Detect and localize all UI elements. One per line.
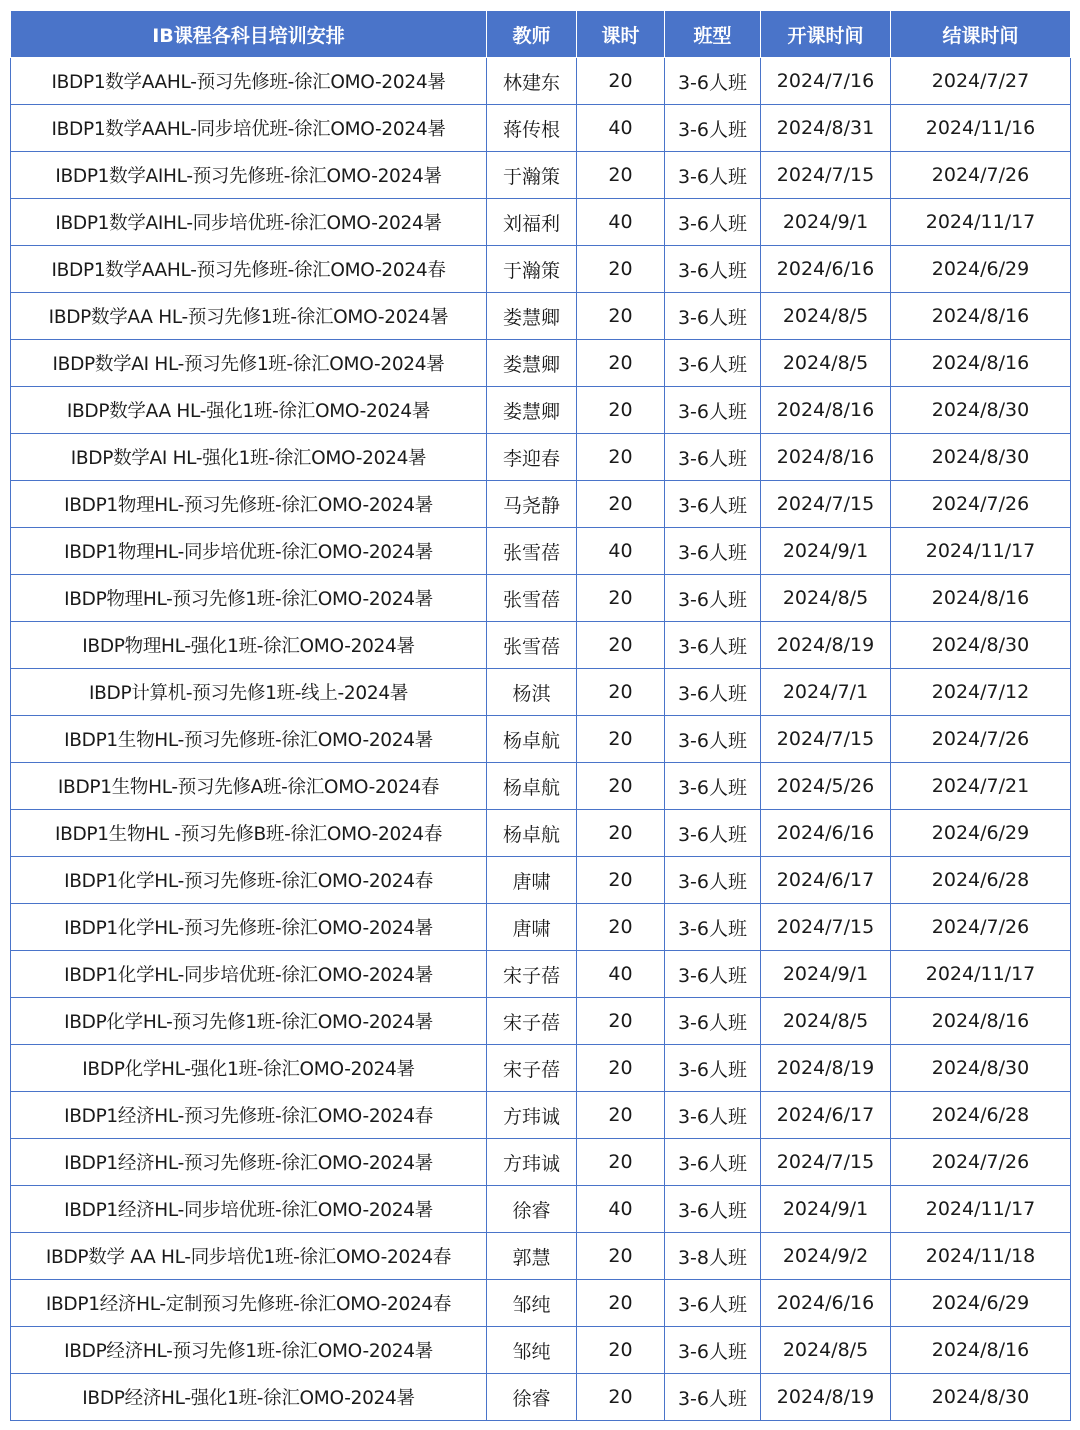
end-date-cell: 2024/6/28: [891, 1092, 1071, 1139]
end-date-cell: 2024/8/16: [891, 340, 1071, 387]
teacher-cell: 于瀚策: [487, 246, 577, 293]
course-name-cell: IBDP1数学AIHL-同步培优班-徐汇OMO-2024暑: [11, 199, 487, 246]
start-date-cell: 2024/7/15: [761, 904, 891, 951]
class-type-cell: 3-6人班: [665, 434, 761, 481]
class-type-cell: 3-6人班: [665, 810, 761, 857]
start-date-cell: 2024/9/1: [761, 199, 891, 246]
end-date-cell: 2024/7/26: [891, 904, 1071, 951]
hours-cell: 40: [577, 199, 665, 246]
hours-cell: 20: [577, 669, 665, 716]
start-date-cell: 2024/9/1: [761, 528, 891, 575]
start-date-cell: 2024/8/5: [761, 998, 891, 1045]
start-date-cell: 2024/7/15: [761, 481, 891, 528]
course-name-cell: IBDP1物理HL-预习先修班-徐汇OMO-2024暑: [11, 481, 487, 528]
class-type-cell: 3-6人班: [665, 1280, 761, 1327]
hours-cell: 40: [577, 528, 665, 575]
hours-cell: 20: [577, 716, 665, 763]
header-end-date: 结课时间: [891, 11, 1071, 58]
ib-course-schedule-table: [10, 10, 1071, 1421]
table-body: [11, 58, 1071, 1421]
header-class-type: 班型: [665, 11, 761, 58]
table-row: [11, 481, 1071, 528]
teacher-cell: 唐啸: [487, 857, 577, 904]
hours-cell: 20: [577, 387, 665, 434]
teacher-cell: 郭慧: [487, 1233, 577, 1280]
start-date-cell: 2024/5/26: [761, 763, 891, 810]
table-row: [11, 293, 1071, 340]
teacher-cell: 徐睿: [487, 1186, 577, 1233]
table-row: [11, 1045, 1071, 1092]
class-type-cell: 3-6人班: [665, 152, 761, 199]
teacher-cell: 刘福利: [487, 199, 577, 246]
course-name-cell: IBDP经济HL-预习先修1班-徐汇OMO-2024暑: [11, 1327, 487, 1374]
start-date-cell: 2024/8/19: [761, 622, 891, 669]
teacher-cell: 林建东: [487, 58, 577, 105]
start-date-cell: 2024/8/16: [761, 434, 891, 481]
table-row: [11, 246, 1071, 293]
table-row: [11, 810, 1071, 857]
class-type-cell: 3-6人班: [665, 1186, 761, 1233]
table-row: [11, 575, 1071, 622]
end-date-cell: 2024/11/17: [891, 1186, 1071, 1233]
start-date-cell: 2024/6/17: [761, 857, 891, 904]
hours-cell: 40: [577, 951, 665, 998]
table-row: [11, 199, 1071, 246]
hours-cell: 20: [577, 575, 665, 622]
hours-cell: 20: [577, 340, 665, 387]
teacher-cell: 杨卓航: [487, 716, 577, 763]
course-name-cell: IBDP数学AA HL-强化1班-徐汇OMO-2024暑: [11, 387, 487, 434]
teacher-cell: 张雪蓓: [487, 575, 577, 622]
class-type-cell: 3-8人班: [665, 1233, 761, 1280]
end-date-cell: 2024/11/17: [891, 951, 1071, 998]
start-date-cell: 2024/9/2: [761, 1233, 891, 1280]
course-name-cell: IBDP1数学AAHL-预习先修班-徐汇OMO-2024暑: [11, 58, 487, 105]
table-row: [11, 152, 1071, 199]
class-type-cell: 3-6人班: [665, 105, 761, 152]
hours-cell: 20: [577, 152, 665, 199]
teacher-cell: 娄慧卿: [487, 387, 577, 434]
hours-cell: 40: [577, 105, 665, 152]
teacher-cell: 方玮诚: [487, 1139, 577, 1186]
end-date-cell: 2024/8/30: [891, 622, 1071, 669]
class-type-cell: 3-6人班: [665, 1374, 761, 1421]
class-type-cell: 3-6人班: [665, 857, 761, 904]
table-row: [11, 340, 1071, 387]
hours-cell: 20: [577, 481, 665, 528]
hours-cell: 20: [577, 1139, 665, 1186]
start-date-cell: 2024/7/16: [761, 58, 891, 105]
class-type-cell: 3-6人班: [665, 1327, 761, 1374]
hours-cell: 20: [577, 810, 665, 857]
hours-cell: 20: [577, 58, 665, 105]
class-type-cell: 3-6人班: [665, 904, 761, 951]
course-name-cell: IBDP数学AI HL-强化1班-徐汇OMO-2024暑: [11, 434, 487, 481]
course-name-cell: IBDP化学HL-强化1班-徐汇OMO-2024暑: [11, 1045, 487, 1092]
end-date-cell: 2024/8/16: [891, 575, 1071, 622]
start-date-cell: 2024/8/5: [761, 293, 891, 340]
class-type-cell: 3-6人班: [665, 387, 761, 434]
hours-cell: 20: [577, 246, 665, 293]
class-type-cell: 3-6人班: [665, 951, 761, 998]
hours-cell: 40: [577, 1186, 665, 1233]
end-date-cell: 2024/8/30: [891, 387, 1071, 434]
course-name-cell: IBDP1生物HL-预习先修班-徐汇OMO-2024暑: [11, 716, 487, 763]
course-name-cell: IBDP1化学HL-预习先修班-徐汇OMO-2024春: [11, 857, 487, 904]
start-date-cell: 2024/8/31: [761, 105, 891, 152]
table-row: [11, 1139, 1071, 1186]
header-start-date: 开课时间: [761, 11, 891, 58]
end-date-cell: 2024/11/18: [891, 1233, 1071, 1280]
class-type-cell: 3-6人班: [665, 199, 761, 246]
start-date-cell: 2024/8/5: [761, 340, 891, 387]
course-name-cell: IBDP经济HL-强化1班-徐汇OMO-2024暑: [11, 1374, 487, 1421]
hours-cell: 20: [577, 763, 665, 810]
hours-cell: 20: [577, 434, 665, 481]
end-date-cell: 2024/8/16: [891, 293, 1071, 340]
start-date-cell: 2024/8/19: [761, 1045, 891, 1092]
table-row: [11, 998, 1071, 1045]
table-row: [11, 763, 1071, 810]
teacher-cell: 李迎春: [487, 434, 577, 481]
table-row: [11, 857, 1071, 904]
table-header-row: [11, 11, 1071, 58]
class-type-cell: 3-6人班: [665, 669, 761, 716]
hours-cell: 20: [577, 1327, 665, 1374]
start-date-cell: 2024/9/1: [761, 1186, 891, 1233]
end-date-cell: 2024/7/26: [891, 716, 1071, 763]
hours-cell: 20: [577, 1045, 665, 1092]
teacher-cell: 娄慧卿: [487, 293, 577, 340]
table-row: [11, 669, 1071, 716]
end-date-cell: 2024/8/16: [891, 998, 1071, 1045]
start-date-cell: 2024/8/5: [761, 1327, 891, 1374]
teacher-cell: 宋子蓓: [487, 998, 577, 1045]
end-date-cell: 2024/8/30: [891, 434, 1071, 481]
start-date-cell: 2024/8/16: [761, 387, 891, 434]
class-type-cell: 3-6人班: [665, 528, 761, 575]
class-type-cell: 3-6人班: [665, 1139, 761, 1186]
start-date-cell: 2024/6/16: [761, 1280, 891, 1327]
end-date-cell: 2024/6/29: [891, 1280, 1071, 1327]
course-name-cell: IBDP计算机-预习先修1班-线上-2024暑: [11, 669, 487, 716]
class-type-cell: 3-6人班: [665, 340, 761, 387]
teacher-cell: 于瀚策: [487, 152, 577, 199]
class-type-cell: 3-6人班: [665, 293, 761, 340]
end-date-cell: 2024/7/26: [891, 481, 1071, 528]
class-type-cell: 3-6人班: [665, 622, 761, 669]
end-date-cell: 2024/7/27: [891, 58, 1071, 105]
class-type-cell: 3-6人班: [665, 481, 761, 528]
table-row: [11, 1233, 1071, 1280]
end-date-cell: 2024/11/17: [891, 199, 1071, 246]
start-date-cell: 2024/6/17: [761, 1092, 891, 1139]
teacher-cell: 邹纯: [487, 1327, 577, 1374]
teacher-cell: 宋子蓓: [487, 951, 577, 998]
end-date-cell: 2024/8/30: [891, 1374, 1071, 1421]
course-name-cell: IBDP化学HL-预习先修1班-徐汇OMO-2024暑: [11, 998, 487, 1045]
class-type-cell: 3-6人班: [665, 998, 761, 1045]
teacher-cell: 邹纯: [487, 1280, 577, 1327]
header-teacher: 教师: [487, 11, 577, 58]
class-type-cell: 3-6人班: [665, 1045, 761, 1092]
class-type-cell: 3-6人班: [665, 716, 761, 763]
teacher-cell: 方玮诚: [487, 1092, 577, 1139]
start-date-cell: 2024/7/1: [761, 669, 891, 716]
header-hours: 课时: [577, 11, 665, 58]
course-name-cell: IBDP物理HL-预习先修1班-徐汇OMO-2024暑: [11, 575, 487, 622]
end-date-cell: 2024/7/12: [891, 669, 1071, 716]
class-type-cell: 3-6人班: [665, 763, 761, 810]
hours-cell: 20: [577, 1233, 665, 1280]
table-row: [11, 622, 1071, 669]
course-name-cell: IBDP1化学HL-同步培优班-徐汇OMO-2024暑: [11, 951, 487, 998]
course-name-cell: IBDP1经济HL-预习先修班-徐汇OMO-2024暑: [11, 1139, 487, 1186]
course-name-cell: IBDP数学AI HL-预习先修1班-徐汇OMO-2024暑: [11, 340, 487, 387]
teacher-cell: 张雪蓓: [487, 622, 577, 669]
course-name-cell: IBDP数学AA HL-预习先修1班-徐汇OMO-2024暑: [11, 293, 487, 340]
course-name-cell: IBDP1化学HL-预习先修班-徐汇OMO-2024暑: [11, 904, 487, 951]
end-date-cell: 2024/7/26: [891, 1139, 1071, 1186]
end-date-cell: 2024/6/29: [891, 810, 1071, 857]
start-date-cell: 2024/7/15: [761, 1139, 891, 1186]
start-date-cell: 2024/8/5: [761, 575, 891, 622]
teacher-cell: 蒋传根: [487, 105, 577, 152]
start-date-cell: 2024/6/16: [761, 246, 891, 293]
start-date-cell: 2024/7/15: [761, 152, 891, 199]
course-name-cell: IBDP1经济HL-预习先修班-徐汇OMO-2024春: [11, 1092, 487, 1139]
start-date-cell: 2024/9/1: [761, 951, 891, 998]
course-name-cell: IBDP1数学AAHL-预习先修班-徐汇OMO-2024春: [11, 246, 487, 293]
hours-cell: 20: [577, 293, 665, 340]
start-date-cell: 2024/6/16: [761, 810, 891, 857]
hours-cell: 20: [577, 1280, 665, 1327]
table-row: [11, 58, 1071, 105]
table-row: [11, 716, 1071, 763]
table-row: [11, 1374, 1071, 1421]
hours-cell: 20: [577, 1374, 665, 1421]
table-row: [11, 1280, 1071, 1327]
start-date-cell: 2024/7/15: [761, 716, 891, 763]
table-row: [11, 951, 1071, 998]
end-date-cell: 2024/7/21: [891, 763, 1071, 810]
course-name-cell: IBDP数学 AA HL-同步培优1班-徐汇OMO-2024春: [11, 1233, 487, 1280]
table-row: [11, 528, 1071, 575]
table-row: [11, 904, 1071, 951]
teacher-cell: 徐睿: [487, 1374, 577, 1421]
hours-cell: 20: [577, 622, 665, 669]
table-row: [11, 1327, 1071, 1374]
end-date-cell: 2024/7/26: [891, 152, 1071, 199]
course-name-cell: IBDP1生物HL -预习先修B班-徐汇OMO-2024春: [11, 810, 487, 857]
end-date-cell: 2024/8/16: [891, 1327, 1071, 1374]
teacher-cell: 娄慧卿: [487, 340, 577, 387]
schedule-table-container: [10, 10, 1070, 1421]
teacher-cell: 杨卓航: [487, 763, 577, 810]
table-row: [11, 1186, 1071, 1233]
end-date-cell: 2024/6/29: [891, 246, 1071, 293]
hours-cell: 20: [577, 857, 665, 904]
class-type-cell: 3-6人班: [665, 1092, 761, 1139]
table-row: [11, 434, 1071, 481]
end-date-cell: 2024/8/30: [891, 1045, 1071, 1092]
course-name-cell: IBDP1经济HL-同步培优班-徐汇OMO-2024暑: [11, 1186, 487, 1233]
teacher-cell: 唐啸: [487, 904, 577, 951]
course-name-cell: IBDP1经济HL-定制预习先修班-徐汇OMO-2024春: [11, 1280, 487, 1327]
teacher-cell: 宋子蓓: [487, 1045, 577, 1092]
hours-cell: 20: [577, 904, 665, 951]
class-type-cell: 3-6人班: [665, 246, 761, 293]
start-date-cell: 2024/8/19: [761, 1374, 891, 1421]
course-name-cell: IBDP1物理HL-同步培优班-徐汇OMO-2024暑: [11, 528, 487, 575]
header-course: IB课程各科目培训安排: [11, 11, 487, 58]
hours-cell: 20: [577, 998, 665, 1045]
course-name-cell: IBDP1数学AIHL-预习先修班-徐汇OMO-2024暑: [11, 152, 487, 199]
end-date-cell: 2024/11/17: [891, 528, 1071, 575]
course-name-cell: IBDP1数学AAHL-同步培优班-徐汇OMO-2024暑: [11, 105, 487, 152]
course-name-cell: IBDP1生物HL-预习先修A班-徐汇OMO-2024春: [11, 763, 487, 810]
class-type-cell: 3-6人班: [665, 58, 761, 105]
teacher-cell: 杨卓航: [487, 810, 577, 857]
hours-cell: 20: [577, 1092, 665, 1139]
teacher-cell: 杨淇: [487, 669, 577, 716]
teacher-cell: 马尧静: [487, 481, 577, 528]
table-row: [11, 387, 1071, 434]
end-date-cell: 2024/11/16: [891, 105, 1071, 152]
class-type-cell: 3-6人班: [665, 575, 761, 622]
teacher-cell: 张雪蓓: [487, 528, 577, 575]
end-date-cell: 2024/6/28: [891, 857, 1071, 904]
table-row: [11, 1092, 1071, 1139]
course-name-cell: IBDP物理HL-强化1班-徐汇OMO-2024暑: [11, 622, 487, 669]
table-row: [11, 105, 1071, 152]
